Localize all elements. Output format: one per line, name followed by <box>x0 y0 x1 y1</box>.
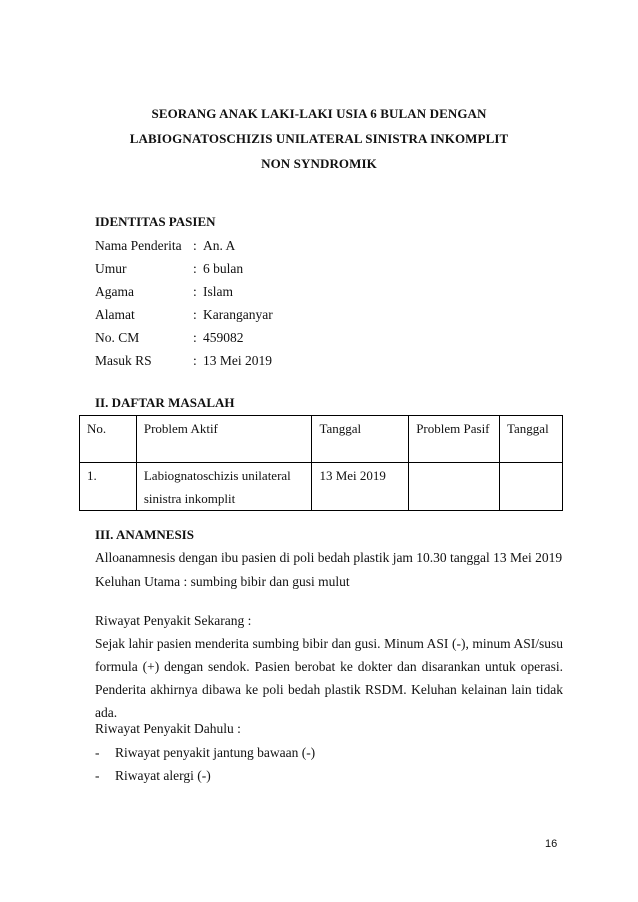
identity-value: 459082 <box>203 330 244 345</box>
table-header-cell: Tanggal <box>500 416 563 463</box>
table-row <box>80 463 563 511</box>
rpd-heading: Riwayat Penyakit Dahulu : <box>95 721 241 736</box>
identity-row-masuk-rs <box>95 349 273 372</box>
list-item-text: Riwayat alergi (-) <box>115 768 211 783</box>
identity-label: Masuk RS <box>95 353 152 368</box>
alloanamnesis-text: Alloanamnesis dengan ibu pasien di poli bedah plastik jam 10.30 tanggal 13 Mei 2019 <box>95 550 563 565</box>
rps-paragraph: Sejak lahir pasien menderita sumbing bibir dan gusi. Minum ASI (-), minum ASI/susu formula (+) dengan sendok. Pasien berobat ke dokter dan disarankan untuk operasi. Penderita akhirnya dibawa ke poli bedah plastik RSDM. Keluhan kelainan lain tidak ada. <box>95 636 563 720</box>
identity-label: Alamat <box>95 307 135 322</box>
table-header-cell: Tanggal <box>312 416 409 463</box>
table-header-cell: Problem Pasif <box>409 416 500 463</box>
list-item <box>95 764 563 787</box>
identity-value: 13 Mei 2019 <box>203 353 272 368</box>
problem-table <box>79 415 563 511</box>
table-cell: 1. <box>80 463 137 511</box>
list-bullet: - <box>95 768 100 783</box>
identitas-list <box>95 234 273 372</box>
identity-row-umur <box>95 257 273 280</box>
table-header-row <box>80 416 563 463</box>
identity-value: Islam <box>203 284 233 299</box>
anamnesis-heading: III. ANAMNESIS <box>95 527 194 542</box>
identity-row-agama <box>95 280 273 303</box>
identity-value: An. A <box>203 238 236 253</box>
table-cell: 13 Mei 2019 <box>312 463 409 511</box>
identity-value: Karanganyar <box>203 307 273 322</box>
page-number: 16 <box>545 838 558 850</box>
identity-separator: : <box>193 353 197 368</box>
table-header-cell: Problem Aktif <box>136 416 312 463</box>
identity-separator: : <box>193 284 197 299</box>
identity-row-alamat <box>95 303 273 326</box>
rps-heading: Riwayat Penyakit Sekarang : <box>95 613 252 628</box>
identitas-heading: IDENTITAS PASIEN <box>95 214 216 229</box>
list-bullet: - <box>95 745 100 760</box>
identity-label: Umur <box>95 261 127 276</box>
identity-value: 6 bulan <box>203 261 244 276</box>
title-line-2: LABIOGNATOSCHIZIS UNILATERAL SINISTRA INKOMPLIT <box>129 131 509 146</box>
title-line-3: NON SYNDROMIK <box>261 156 377 171</box>
identity-row-no-cm <box>95 326 273 349</box>
keluhan-utama-text: Keluhan Utama : sumbing bibir dan gusi mulut <box>95 574 350 589</box>
daftar-masalah-heading: II. DAFTAR MASALAH <box>95 395 235 410</box>
identity-separator: : <box>193 261 197 276</box>
identity-separator: : <box>193 238 197 253</box>
identity-label: No. CM <box>95 330 140 345</box>
table-cell <box>409 463 500 511</box>
table-cell: Labiognatoschizis unilateral sinistra inkomplit <box>136 463 312 511</box>
list-item <box>95 741 563 764</box>
identity-separator: : <box>193 307 197 322</box>
list-item-text: Riwayat penyakit jantung bawaan (-) <box>115 745 316 760</box>
document-title <box>0 101 638 176</box>
identity-separator: : <box>193 330 197 345</box>
rpd-list <box>95 741 563 787</box>
identity-label: Nama Penderita <box>95 238 182 253</box>
title-line-1: SEORANG ANAK LAKI-LAKI USIA 6 BULAN DENGAN <box>151 106 487 121</box>
table-cell <box>500 463 563 511</box>
table-header-cell: No. <box>80 416 137 463</box>
identity-row-nama <box>95 234 273 257</box>
identity-label: Agama <box>95 284 134 299</box>
